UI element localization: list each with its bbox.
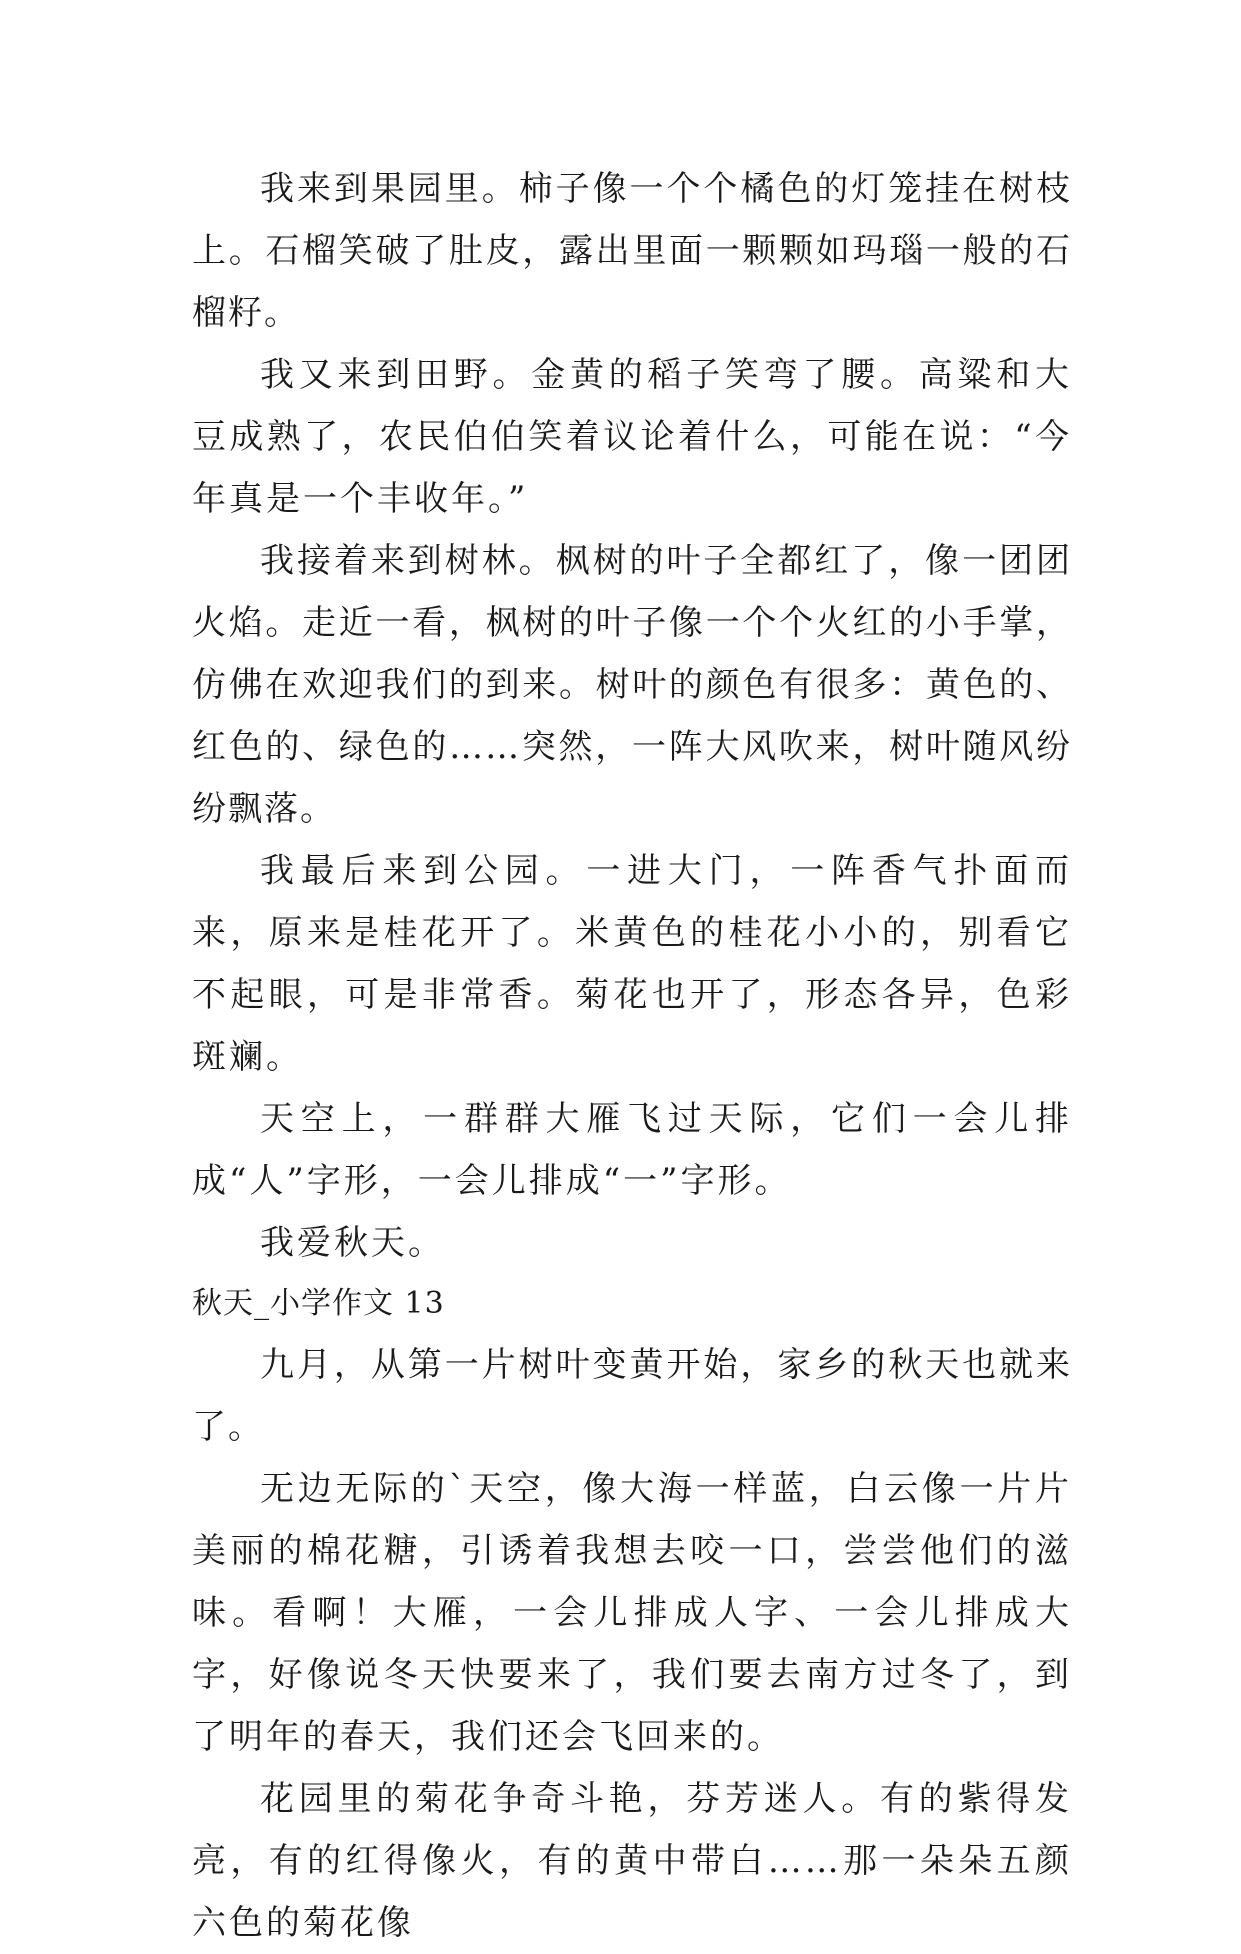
paragraph-chrysanthemum: 花园里的菊花争奇斗艳，芬芳迷人。有的紫得发亮，有的红得像火，有的黄中带白……那一朵朵五颜六色的菊花像 (192, 1779, 1072, 1943)
paragraph-park: 我最后来到公园。一进大门，一阵香气扑面而来，原来是桂花开了。米黄色的桂花小小的，别看它不起眼，可是非常香。菊花也开了，形态各异，色彩斑斓。 (192, 851, 1072, 1077)
paragraph-field: 我又来到田野。金黄的稻子笑弯了腰。高粱和大豆成熟了，农民伯伯笑着议论着什么，可能在说：“今年真是一个丰收年。” (192, 355, 1072, 519)
paragraph-love-autumn: 我爱秋天。 (260, 1223, 445, 1263)
paragraph-sky-geese: 无边无际的`天空，像大海一样蓝，白云像一片片美丽的棉花糖，引诱着我想去咬一口，尝尝他们的滋味。看啊！大雁，一会儿排成人字、一会儿排成大字，好像说冬天快要来了，我们要去南方过冬了，到了明年的春天，我们还会飞回来的。 (192, 1469, 1072, 1757)
section-title: 秋天_小学作文 13 (192, 1286, 445, 1321)
document-page (192, 158, 1072, 1954)
paragraph-sky: 天空上，一群群大雁飞过天际，它们一会儿排成“人”字形，一会儿排成“一”字形。 (192, 1099, 1072, 1201)
paragraph-forest: 我接着来到树林。枫树的叶子全都红了，像一团团火焰。走近一看，枫树的叶子像一个个火红的小手掌，仿佛在欢迎我们的到来。树叶的颜色有很多：黄色的、红色的、绿色的……突然，一阵大风吹来，树叶随风纷纷飘落。 (192, 541, 1072, 829)
paragraph-orchard: 我来到果园里。柿子像一个个橘色的灯笼挂在树枝上。石榴笑破了肚皮，露出里面一颗颗如玛瑙一般的石榴籽。 (192, 169, 1072, 333)
paragraph-september: 九月，从第一片树叶变黄开始，家乡的秋天也就来了。 (192, 1345, 1072, 1447)
